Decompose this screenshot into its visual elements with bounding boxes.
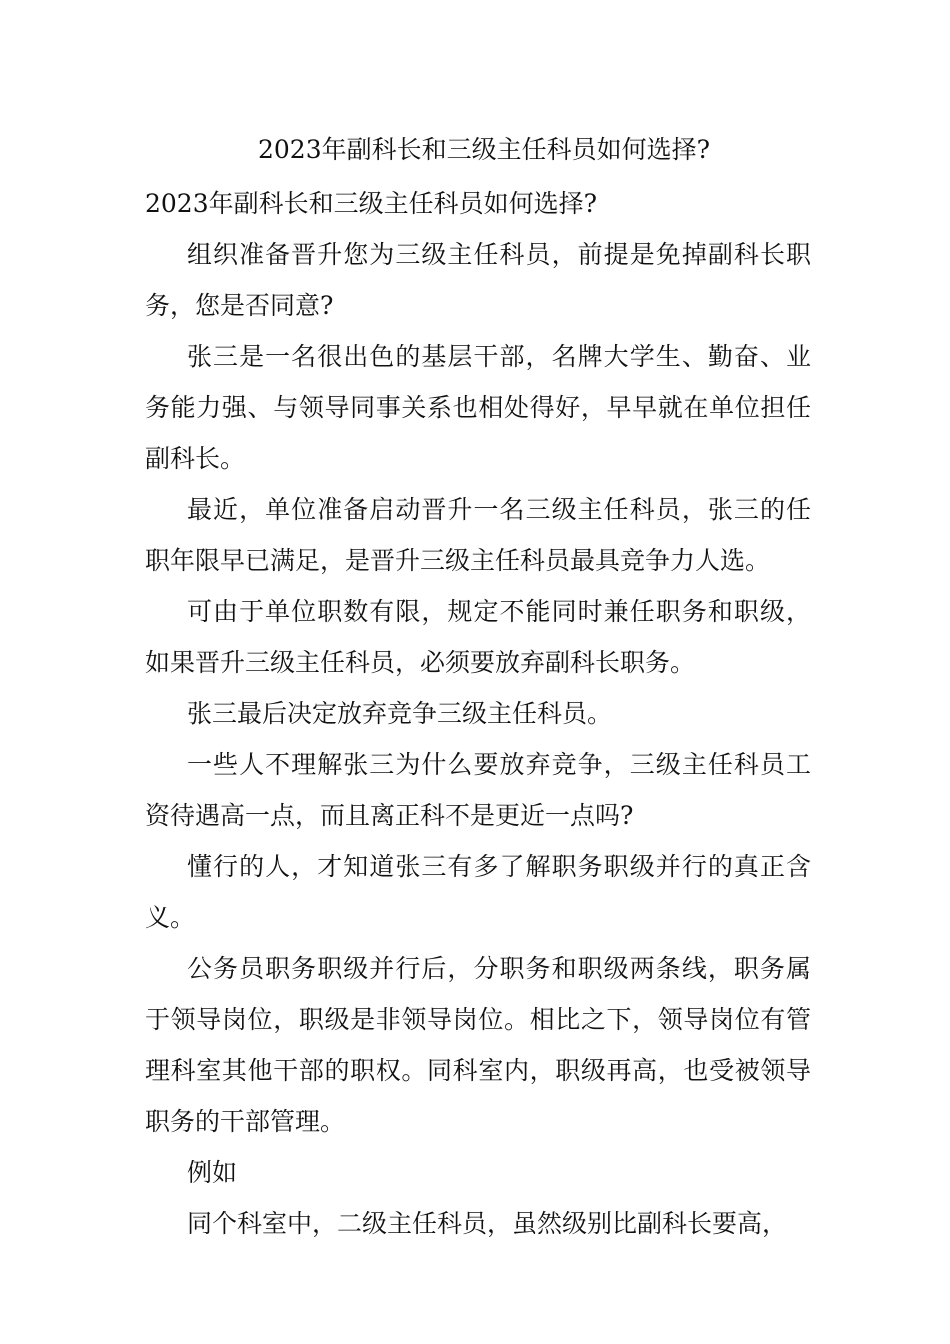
paragraph-7: 懂行的人，才知道张三有多了解职务职级并行的真正含义。 [145,852,811,932]
paragraph-4: 可由于单位职数有限，规定不能同时兼任职务和职级，如果晋升三级主任科员，必须要放弃副科长职务。 [145,597,811,677]
paragraph-6: 一些人不理解张三为什么要放弃竞争，三级主任科员工资待遇高一点，而且离正科不是更近一点吗? [145,750,811,830]
document-title: 2023年副科长和三级主任科员如何选择? [257,135,711,164]
paragraph-5: 张三最后决定放弃竞争三级主任科员。 [187,699,613,728]
document-subtitle: 2023年副科长和三级主任科员如何选择? [145,189,598,218]
paragraph-9: 例如 [187,1158,238,1187]
paragraph-10: 同个科室中，二级主任科员，虽然级别比副科长要高， [187,1209,788,1238]
paragraph-3: 最近，单位准备启动晋升一名三级主任科员，张三的任职年限早已满足，是晋升三级主任科员最具竞争力人选。 [145,495,811,575]
paragraph-1: 组织准备晋升您为三级主任科员，前提是免掉副科长职务，您是否同意? [145,240,811,320]
document-body [145,178,811,1249]
paragraph-2: 张三是一名很出色的基层干部，名牌大学生、勤奋、业务能力强、与领导同事关系也相处得好，早早就在单位担任副科长。 [145,342,811,473]
paragraph-8: 公务员职务职级并行后，分职务和职级两条线，职务属于领导岗位，职级是非领导岗位。相比之下，领导岗位有管理科室其他干部的职权。同科室内，职级再高，也受被领导职务的干部管理。 [145,954,811,1136]
